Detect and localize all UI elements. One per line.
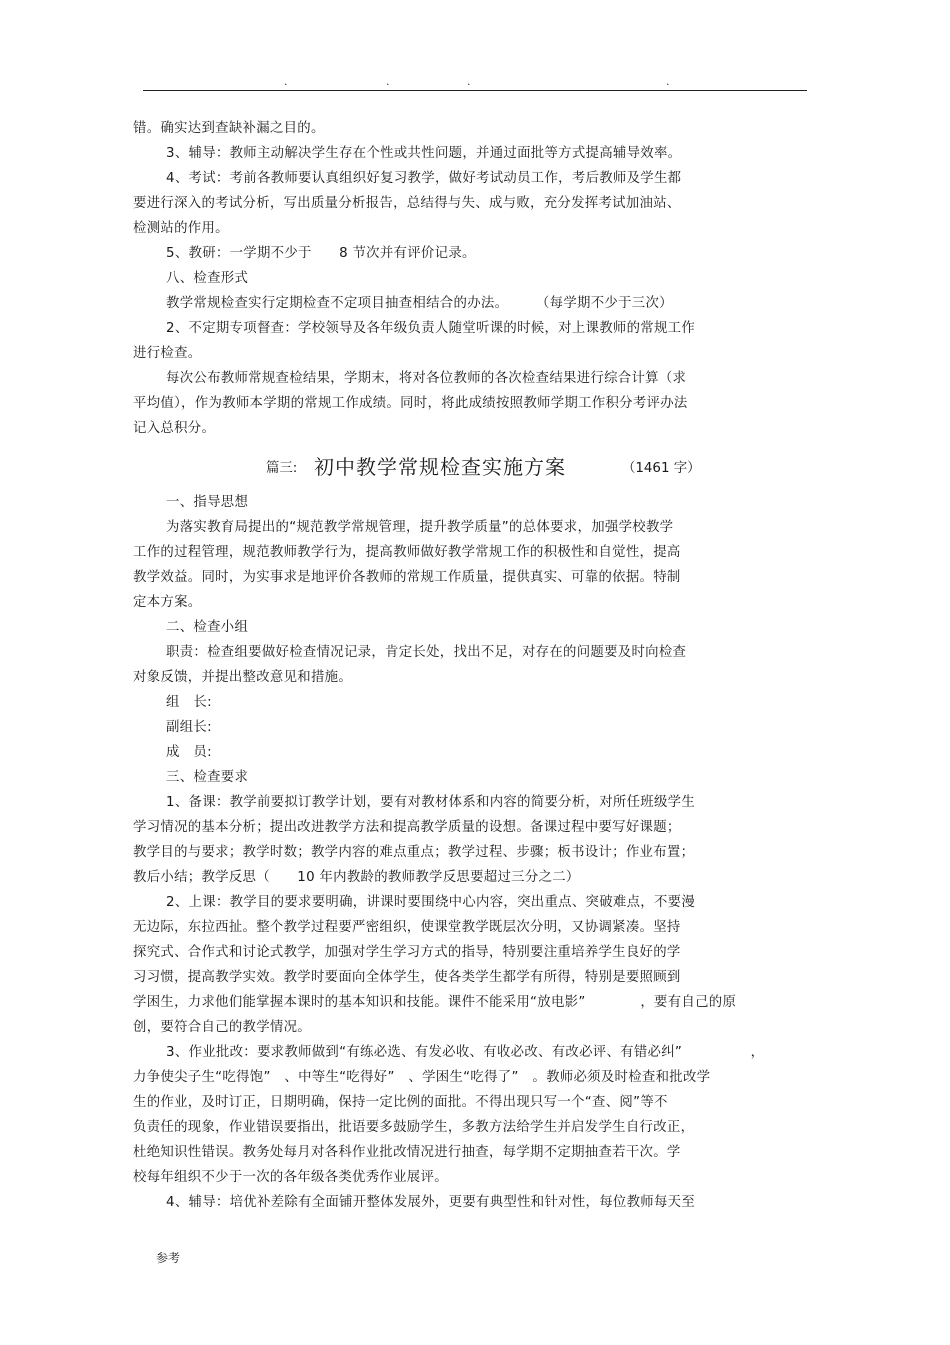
text-line: 生的作业，及时订正，日期明确，保持一定比例的面批。不得出现只写一个“查、阅”等不 <box>133 1095 668 1110</box>
page-title: 初中教学常规检查实施方案 <box>314 455 566 479</box>
text-line: 力争使尖子生“吃得饱” 、中等生“吃得好” 、学困生“吃得了” 。教师必须及时检查和批改学 <box>133 1070 711 1085</box>
section-heading: 三、检查要求 <box>166 770 249 785</box>
text-line: 3、辅导：教师主动解决学生存在个性或共性问题，并通过面批等方式提高辅导效率。 <box>166 146 682 161</box>
header-rule <box>143 90 807 91</box>
text-line: 检测站的作用。 <box>133 221 229 236</box>
text-line: 要进行深入的考试分析，写出质量分析报告，总结得与失、成与败，充分发挥考试加油站、 <box>133 196 681 211</box>
section-heading: 八、检查形式 <box>166 271 249 286</box>
text-line: 学困生，力求他们能掌握本课时的基本知识和技能。课件不能采用“放电影” ，要有自己的原 <box>133 995 737 1010</box>
word-count: （1461 字） <box>622 461 701 476</box>
text-line: 4、辅导：培优补差除有全面铺开整体发展外，更要有典型性和针对性，每位教师每天至 <box>166 1195 696 1210</box>
text-line: 每次公布教师常规查检结果，学期末，将对各位教师的各次检查结果进行综合计算（求 <box>166 371 687 386</box>
text-line: 3、作业批改：要求教师做到“有练必选、有发必收、有收必改、有改必评、有错必纠” ， <box>166 1045 765 1060</box>
text-line: 4、考试：考前各教师要认真组织好复习教学，做好考试动员工作，考后教师及学生都 <box>166 171 682 186</box>
header-dot: . <box>386 75 390 88</box>
footer-label: 参考 <box>156 1251 181 1265</box>
text-line: 学习情况的基本分析；提出改进教学方法和提高教学质量的设想。备课过程中要写好课题； <box>133 820 681 835</box>
text-line: 1、备课：教学前要拟订教学计划，要有对教材体系和内容的简要分析，对所任班级学生 <box>166 795 696 810</box>
field-label: 组 长: <box>166 695 212 710</box>
text-line: 记入总积分。 <box>133 421 216 436</box>
text-line: 教学目的与要求；教学时数；教学内容的难点重点；教学过程、步骤；板书设计；作业布置； <box>133 845 695 860</box>
text-line: 对象反馈，并提出整改意见和措施。 <box>133 670 353 685</box>
header-dot: . <box>284 75 288 88</box>
text-line: 教学常规检查实行定期检查不定项目抽查相结合的办法。 （每学期不少于三次） <box>166 296 673 311</box>
text-line: 定本方案。 <box>133 595 202 610</box>
text-line: 2、上课：教学目的要求要明确，讲课时要围绕中心内容，突出重点、突破难点，不要漫 <box>166 895 696 910</box>
text-line: 错。确实达到查缺补漏之目的。 <box>133 121 325 136</box>
text-line: 进行检查。 <box>133 346 202 361</box>
text-line: 杜绝知识性错误。教务处每月对各科作业批改情况进行抽查，每学期不定期抽查若干次。学 <box>133 1145 681 1160</box>
text-line: 负责任的现象，作业错误要指出，批语要多鼓励学生，多教方法给学生并启发学生自行改正， <box>133 1120 695 1135</box>
text-line: 校每年组织不少于一次的各年级各类优秀作业展评。 <box>133 1170 448 1185</box>
text-line: 平均值），作为教师本学期的常规工作成绩。同时，将此成绩按照教师学期工作积分考评办法 <box>133 396 688 411</box>
text-line: 探究式、合作式和讨论式教学，加强对学生学习方式的指导，特别要注重培养学生良好的学 <box>133 945 681 960</box>
text-line: 5、教研：一学期不少于 8 节次并有评价记录。 <box>166 246 476 261</box>
text-line: 教学效益。同时，为实事求是地评价各教师的常规工作质量，提供真实、可靠的依据。特制 <box>133 570 681 585</box>
field-label: 副组长: <box>166 720 212 735</box>
section-heading: 一、指导思想 <box>166 495 249 510</box>
section-heading: 二、检查小组 <box>166 620 249 635</box>
header-dot: . <box>666 75 670 88</box>
text-line: 为落实教育局提出的“规范教学常规管理，提升教学质量”的总体要求，加强学校教学 <box>166 520 674 535</box>
title-prefix: 篇三: <box>266 461 298 476</box>
text-line: 习习惯，提高教学实效。教学时要面向全体学生，使各类学生都学有所得，特别是要照顾到 <box>133 970 681 985</box>
text-line: 创，要符合自己的教学情况。 <box>133 1020 311 1035</box>
text-line: 职责：检查组要做好检查情况记录，肯定长处，找出不足，对存在的问题要及时向检查 <box>166 645 687 660</box>
field-label: 成 员: <box>166 745 212 760</box>
header-dot: . <box>467 75 471 88</box>
text-line: 教后小结；教学反思（ 10 年内教龄的教师教学反思要超过三分之二） <box>133 870 580 885</box>
text-line: 无边际，东拉西扯。整个教学过程要严密组织，使课堂教学既层次分明，又协调紧凑。坚持 <box>133 920 681 935</box>
text-line: 2、不定期专项督查：学校领导及各年级负责人随堂听课的时候，对上课教师的常规工作 <box>166 321 696 336</box>
text-line: 工作的过程管理，规范教师教学行为，提高教师做好教学常规工作的积极性和自觉性，提高 <box>133 545 681 560</box>
